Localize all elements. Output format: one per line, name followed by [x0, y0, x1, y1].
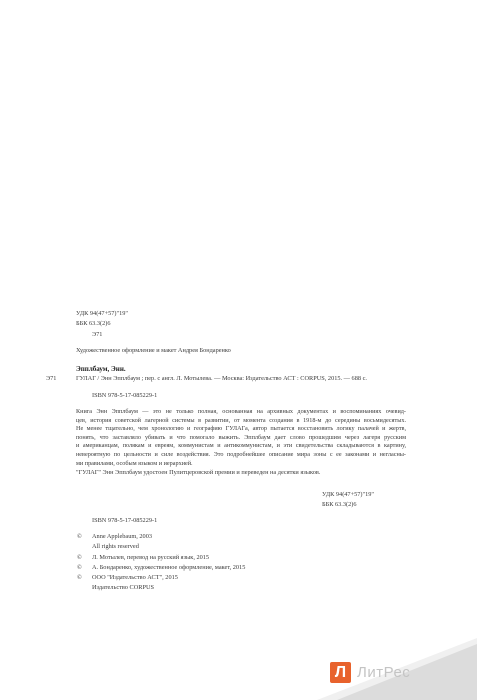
award-line: "ГУЛАГ" Энн Эпплбаум удостоен Пулитцеровской премии и переведен на десятки языков. [76, 469, 321, 476]
abstract-line: Не менее тщательно, чем хронологию и географию ГУЛАГа, автор пытается восстановить логику палачей и жертв, [76, 425, 406, 433]
copyright-symbol: © [77, 574, 82, 581]
author-heading: Эпплбаум, Энн. [76, 365, 126, 373]
copyright-symbol: © [77, 554, 82, 561]
copyright-text: Anne Applebaum, 2003 [92, 533, 152, 540]
abstract-line: ми правилами, особым языком и иерархией. [76, 459, 193, 467]
copyright-symbol: © [77, 533, 82, 540]
bbk-bottom: ББК 63.3(2)6 [322, 501, 357, 508]
isbn-top: ISBN 978-5-17-085229-1 [92, 392, 158, 399]
abstract-line: понять, что заставляло убивать и что помогало выжить. Эпплбаум дает слово прошедшим через лагеря русским [76, 433, 406, 441]
litres-watermark: ЛитРес [357, 664, 411, 681]
bbk-top: ББК 63.3(2)6 [76, 320, 111, 327]
abstract-line: цев, история советской лагерной системы в развитии, от момента создания в 1918-м до середины восьмидесятых. [76, 416, 406, 424]
abstract-line: Книга Энн Эпплбаум — это не только полная, основанная на архивных документах и воспоминаниях очевид- [76, 408, 406, 415]
abstract-paragraph [76, 408, 406, 468]
udk-bottom: УДК 94(47+57)"19" [322, 491, 374, 498]
copyright-text: Л. Мотылев, перевод на русский язык, 2015 [92, 554, 210, 561]
litres-logo-icon: Л [330, 662, 351, 683]
abstract-line: невероятную по цельности и силе воздействия. Это подробнейшее описание мира зоны с ее законами и негласны- [76, 450, 406, 458]
author-mark-side: Э71 [46, 375, 57, 382]
abstract-line: и американцам, полякам и евреям, коммунистам и антикоммунистам, и эти свидетельства складываются в картину, [76, 442, 406, 450]
bibliographic-record: ГУЛАГ / Энн Эпплбаум ; пер. с англ. Л. Мотылева. — Москва: Издательство АСТ : CORPUS, 2015. — 688 с. [76, 375, 367, 382]
copyright-text: А. Бондаренко, художественное оформление, макет, 2015 [92, 564, 246, 571]
author-mark-top: Э71 [92, 331, 103, 338]
udk-top: УДК 94(47+57)"19" [76, 310, 128, 317]
isbn-bottom: ISBN 978-5-17-085229-1 [92, 517, 158, 524]
copyright-text: ООО "Издательство АСТ", 2015 [92, 574, 178, 581]
design-credit: Художественное оформление и макет Андрея Бондаренко [76, 347, 231, 354]
copyright-text: Издательство CORPUS [92, 584, 155, 591]
copyright-text: All rights reserved [92, 543, 139, 550]
copyright-symbol: © [77, 564, 82, 571]
